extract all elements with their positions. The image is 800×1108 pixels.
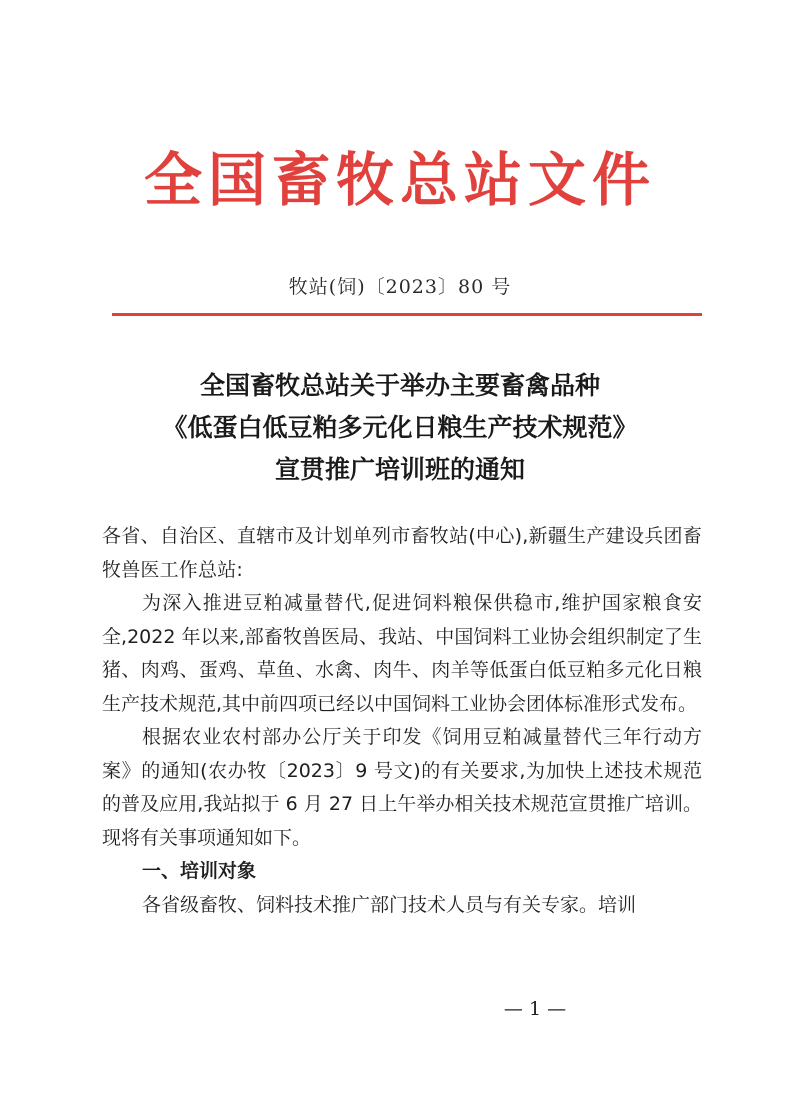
- title-line-1: 全国畜牧总站关于举办主要畜禽品种: [199, 371, 600, 400]
- title-line-2: 《低蛋白低豆粕多元化日粮生产技术规范》: [162, 413, 638, 442]
- notice-body: [102, 520, 702, 922]
- paragraph-purpose: 根据农业农村部办公厅关于印发《饲用豆粕减量替代三年行动方案》的通知(农办牧〔2023〕9 号文)的有关要求,为加快上述技术规范的普及应用,我站拟于 6 月 27 日上午举办相关技术规范宣贯推广培训。现将有关事项通知如下。: [102, 726, 702, 849]
- section-heading-training-targets: 一、培训对象: [142, 860, 257, 882]
- red-separator-line: [112, 313, 702, 316]
- title-line-3: 宣贯推广培训班的通知: [274, 455, 525, 484]
- section-text-training-targets: 各省级畜牧、饲料技术推广部门技术人员与有关专家。培训: [142, 893, 637, 916]
- notice-title: [0, 365, 800, 491]
- addressee: 各省、自治区、直辖市及计划单列市畜牧站(中心),新疆生产建设兵团畜牧兽医工作总站:: [102, 525, 702, 581]
- page-number: — 1 —: [503, 998, 567, 1020]
- issuer-masthead: 全国畜牧总站文件: [143, 146, 656, 214]
- paragraph-background: 为深入推进豆粕减量替代,促进饲料粮保供稳市,维护国家粮食安全,2022 年以来,部畜牧兽医局、我站、中国饲料工业协会组织制定了生猪、肉鸡、蛋鸡、草鱼、水禽、肉牛、肉羊等低蛋白低豆粕多元化日粮生产技术规范,其中前四项已经以中国饲料工业协会团体标准形式发布。: [102, 592, 702, 715]
- document-number: 牧站(饲)〔2023〕80 号: [288, 276, 512, 298]
